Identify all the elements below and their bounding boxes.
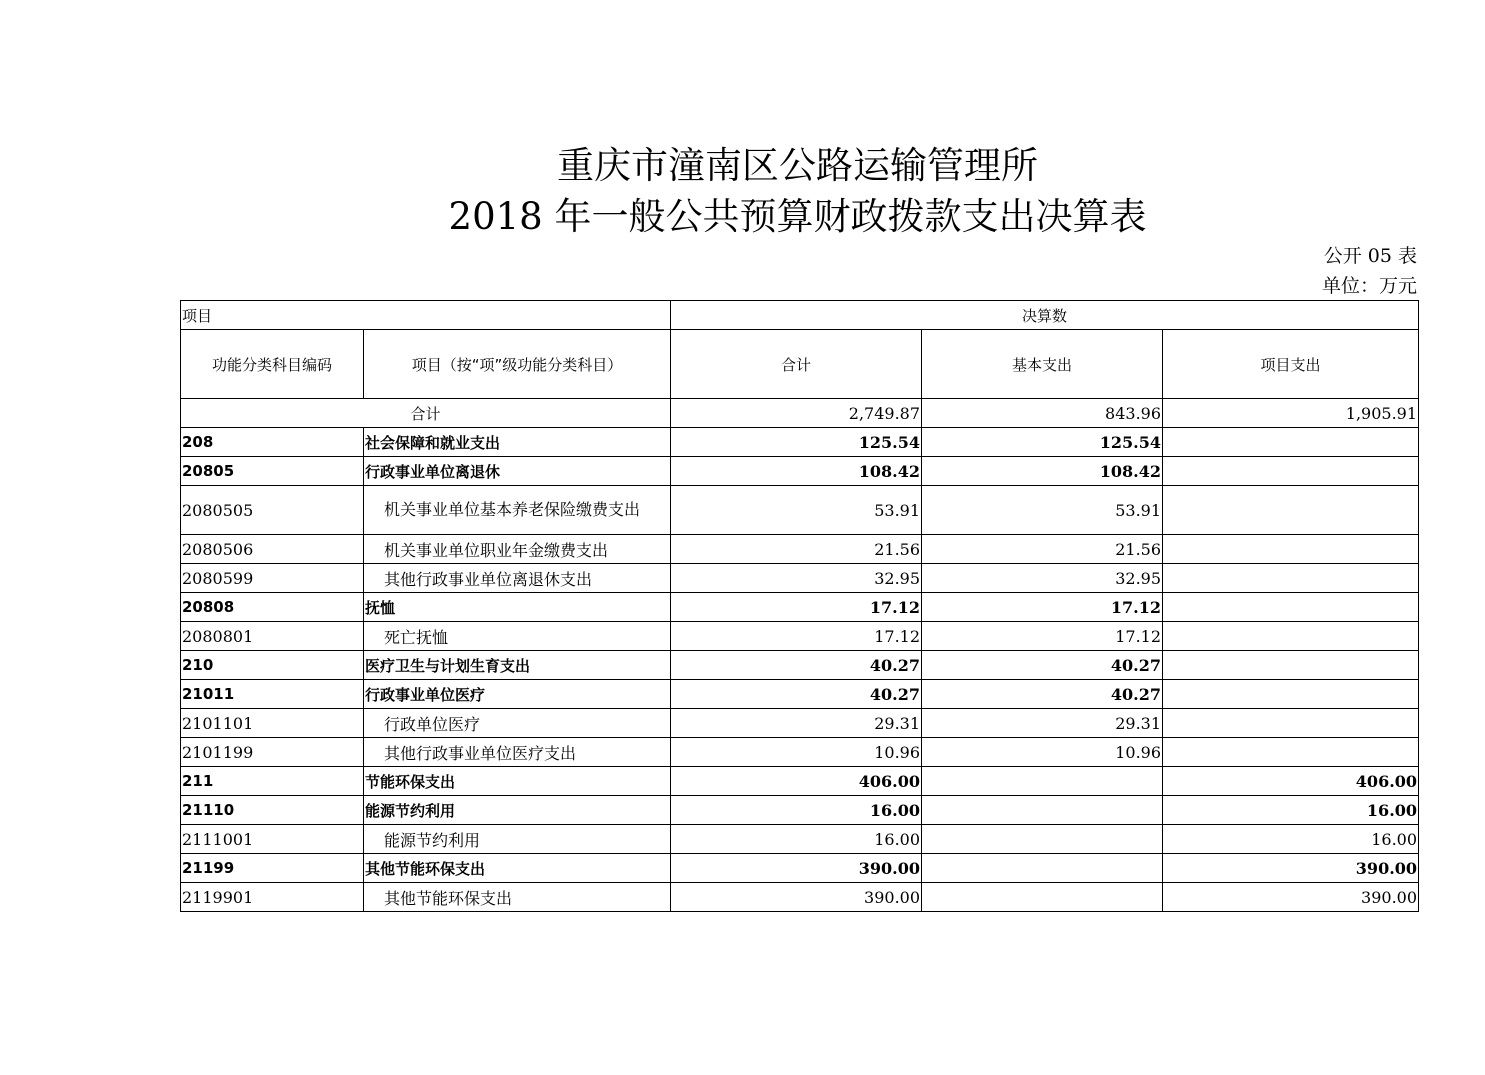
row-code: 2101199 [181,738,364,767]
row-code: 2080506 [181,535,364,564]
row-code: 21011 [181,680,364,709]
row-total: 40.27 [671,651,922,680]
header-row-1 [181,301,1419,330]
row-total: 108.42 [671,457,922,486]
page-title: 重庆市潼南区公路运输管理所 [557,144,1038,187]
header-basic: 基本支出 [922,330,1163,399]
header-final-amount: 决算数 [671,301,1419,330]
row-total: 17.12 [671,593,922,622]
total-basic: 843.96 [922,399,1163,428]
row-project [1163,680,1419,709]
row-code: 2080599 [181,564,364,593]
row-name: 其他节能环保支出 [364,854,671,883]
header-row-2 [181,330,1419,399]
row-basic [922,883,1163,912]
row-name: 医疗卫生与计划生育支出 [364,651,671,680]
budget-table [180,300,1419,912]
row-code: 20808 [181,593,364,622]
row-project [1163,457,1419,486]
row-total: 17.12 [671,622,922,651]
table-row [181,680,1419,709]
row-basic [922,796,1163,825]
table-row [181,883,1419,912]
row-total: 10.96 [671,738,922,767]
row-basic: 17.12 [922,593,1163,622]
table-row [181,825,1419,854]
table-row [181,796,1419,825]
table-row [181,767,1419,796]
row-name: 抚恤 [364,593,671,622]
row-project [1163,738,1419,767]
total-row [181,399,1419,428]
row-basic: 32.95 [922,564,1163,593]
table-row [181,564,1419,593]
row-name: 死亡抚恤 [364,622,671,651]
row-total: 32.95 [671,564,922,593]
row-basic: 21.56 [922,535,1163,564]
row-basic: 17.12 [922,622,1163,651]
total-total: 2,749.87 [671,399,922,428]
header-code: 功能分类科目编码 [181,330,364,399]
row-code: 21110 [181,796,364,825]
header-item: 项目（按“项”级功能分类科目） [364,330,671,399]
table-row [181,535,1419,564]
row-project: 16.00 [1163,796,1419,825]
row-project [1163,622,1419,651]
row-name: 行政事业单位医疗 [364,680,671,709]
row-name: 机关事业单位职业年金缴费支出 [364,535,671,564]
row-project [1163,564,1419,593]
row-basic: 108.42 [922,457,1163,486]
unit-label: 单位：万元 [1321,275,1417,297]
row-total: 406.00 [671,767,922,796]
row-basic [922,854,1163,883]
row-project [1163,535,1419,564]
row-project [1163,709,1419,738]
header-project: 项目 [181,301,671,330]
row-code: 20805 [181,457,364,486]
row-code: 2080505 [181,486,364,535]
row-total: 16.00 [671,825,922,854]
row-basic [922,825,1163,854]
row-code: 211 [181,767,364,796]
row-name: 机关事业单位基本养老保险缴费支出 [364,486,671,535]
total-project: 1,905.91 [1163,399,1419,428]
row-project [1163,593,1419,622]
table-row [181,651,1419,680]
row-total: 29.31 [671,709,922,738]
row-project: 16.00 [1163,825,1419,854]
row-name: 能源节约利用 [364,796,671,825]
total-label: 合计 [181,399,671,428]
table-row [181,709,1419,738]
table-row [181,622,1419,651]
page-subtitle: 2018 年一般公共预算财政拨款支出决算表 [448,195,1147,238]
row-project [1163,486,1419,535]
row-name: 其他行政事业单位离退休支出 [364,564,671,593]
header-total: 合计 [671,330,922,399]
row-total: 16.00 [671,796,922,825]
row-code: 2119901 [181,883,364,912]
table-row [181,457,1419,486]
row-name: 社会保障和就业支出 [364,428,671,457]
row-code: 2111001 [181,825,364,854]
row-code: 2080801 [181,622,364,651]
row-basic: 40.27 [922,680,1163,709]
row-basic: 53.91 [922,486,1163,535]
row-total: 21.56 [671,535,922,564]
row-name: 其他行政事业单位医疗支出 [364,738,671,767]
row-total: 40.27 [671,680,922,709]
row-basic: 29.31 [922,709,1163,738]
row-project [1163,651,1419,680]
row-basic: 125.54 [922,428,1163,457]
table-row [181,593,1419,622]
row-code: 2101101 [181,709,364,738]
row-basic: 10.96 [922,738,1163,767]
table-row [181,428,1419,457]
table-row [181,486,1419,535]
row-basic [922,767,1163,796]
table-row [181,738,1419,767]
table-row [181,854,1419,883]
row-project: 390.00 [1163,854,1419,883]
row-project: 390.00 [1163,883,1419,912]
row-name: 节能环保支出 [364,767,671,796]
row-total: 390.00 [671,854,922,883]
row-project [1163,428,1419,457]
row-code: 210 [181,651,364,680]
row-name: 行政事业单位离退休 [364,457,671,486]
row-total: 125.54 [671,428,922,457]
row-name: 行政单位医疗 [364,709,671,738]
row-total: 53.91 [671,486,922,535]
row-code: 208 [181,428,364,457]
row-project: 406.00 [1163,767,1419,796]
header-project-exp: 项目支出 [1163,330,1419,399]
row-basic: 40.27 [922,651,1163,680]
form-number: 公开 05 表 [1323,245,1417,267]
row-total: 390.00 [671,883,922,912]
row-name: 其他节能环保支出 [364,883,671,912]
row-code: 21199 [181,854,364,883]
row-name: 能源节约利用 [364,825,671,854]
